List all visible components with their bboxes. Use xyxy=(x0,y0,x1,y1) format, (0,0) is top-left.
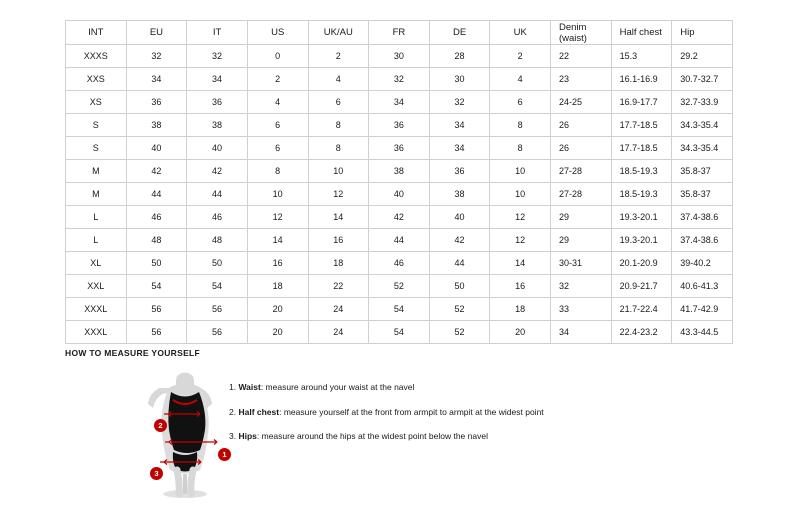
table-cell: 46 xyxy=(126,206,187,229)
table-cell: 38 xyxy=(187,114,248,137)
table-row xyxy=(66,137,733,160)
table-cell: 43.3-44.5 xyxy=(672,321,733,344)
table-cell: 18.5-19.3 xyxy=(611,160,672,183)
table-cell: 24 xyxy=(308,298,369,321)
table-cell: 22 xyxy=(308,275,369,298)
table-cell: 44 xyxy=(126,183,187,206)
table-cell: 32 xyxy=(126,45,187,68)
column-header: Denim (waist) xyxy=(551,21,612,45)
table-row xyxy=(66,321,733,344)
table-cell: 32 xyxy=(551,275,612,298)
table-cell: 42 xyxy=(126,160,187,183)
table-cell: 10 xyxy=(490,183,551,206)
table-cell: 14 xyxy=(247,229,308,252)
table-cell: 8 xyxy=(308,114,369,137)
table-cell: 17.7-18.5 xyxy=(611,114,672,137)
note-term: Half chest xyxy=(238,406,280,417)
table-cell: 6 xyxy=(490,91,551,114)
table-cell: 36 xyxy=(369,137,430,160)
table-cell: 54 xyxy=(369,298,430,321)
table-row xyxy=(66,91,733,114)
table-cell: 24-25 xyxy=(551,91,612,114)
table-cell: 46 xyxy=(187,206,248,229)
table-cell: 54 xyxy=(126,275,187,298)
table-cell: 14 xyxy=(308,206,369,229)
badge-half-chest: 2 xyxy=(154,419,167,432)
table-header-row xyxy=(66,21,733,45)
table-row xyxy=(66,229,733,252)
table-cell: 37.4-38.6 xyxy=(672,229,733,252)
table-cell: 54 xyxy=(187,275,248,298)
table-cell: 37.4-38.6 xyxy=(672,206,733,229)
table-cell: 40 xyxy=(369,183,430,206)
table-cell: 30-31 xyxy=(551,252,612,275)
table-cell: 12 xyxy=(308,183,369,206)
table-cell: 34 xyxy=(429,114,490,137)
column-header: Hip xyxy=(672,21,733,45)
table-cell: 41.7-42.9 xyxy=(672,298,733,321)
table-cell: 40 xyxy=(187,137,248,160)
note-number: 2. xyxy=(229,406,237,417)
table-cell: 56 xyxy=(187,321,248,344)
table-cell: 34.3-35.4 xyxy=(672,114,733,137)
table-cell: 22.4-23.2 xyxy=(611,321,672,344)
table-cell: 15.3 xyxy=(611,45,672,68)
table-cell: 4 xyxy=(490,68,551,91)
table-cell: 48 xyxy=(187,229,248,252)
table-cell: 35.8-37 xyxy=(672,160,733,183)
table-row xyxy=(66,206,733,229)
table-cell: 12 xyxy=(490,206,551,229)
table-cell: 36 xyxy=(126,91,187,114)
table-cell: 35.8-37 xyxy=(672,183,733,206)
column-header: EU xyxy=(126,21,187,45)
table-cell: 16 xyxy=(308,229,369,252)
table-cell: XXXS xyxy=(66,45,127,68)
table-cell: 54 xyxy=(369,321,430,344)
table-cell: 12 xyxy=(490,229,551,252)
table-cell: 39-40.2 xyxy=(672,252,733,275)
table-cell: 18 xyxy=(247,275,308,298)
table-cell: 6 xyxy=(308,91,369,114)
table-cell: 0 xyxy=(247,45,308,68)
table-body xyxy=(66,45,733,344)
table-cell: 34.3-35.4 xyxy=(672,137,733,160)
table-cell: 56 xyxy=(126,321,187,344)
table-cell: S xyxy=(66,114,127,137)
table-cell: 30 xyxy=(369,45,430,68)
measure-note xyxy=(229,382,544,393)
table-cell: 19.3-20.1 xyxy=(611,229,672,252)
how-to-measure-section xyxy=(65,348,755,500)
badge-hips: 3 xyxy=(150,467,163,480)
table-cell: 34 xyxy=(187,68,248,91)
table-row xyxy=(66,114,733,137)
table-cell: 26 xyxy=(551,114,612,137)
table-cell: 16 xyxy=(490,275,551,298)
table-row xyxy=(66,183,733,206)
table-cell: 10 xyxy=(308,160,369,183)
measure-title: HOW TO MEASURE YOURSELF xyxy=(65,348,201,358)
table-cell: 32.7-33.9 xyxy=(672,91,733,114)
table-cell: 18.5-19.3 xyxy=(611,183,672,206)
table-cell: 42 xyxy=(369,206,430,229)
table-cell: 27-28 xyxy=(551,160,612,183)
table-row xyxy=(66,45,733,68)
table-cell: 6 xyxy=(247,114,308,137)
mannequin-figure xyxy=(65,370,225,500)
table-cell: 52 xyxy=(369,275,430,298)
table-cell: 40 xyxy=(126,137,187,160)
column-header: DE xyxy=(429,21,490,45)
table-cell: 10 xyxy=(490,160,551,183)
table-cell: 20.1-20.9 xyxy=(611,252,672,275)
table-cell: 48 xyxy=(126,229,187,252)
table-cell: 32 xyxy=(429,91,490,114)
measure-note xyxy=(229,431,544,442)
table-cell: L xyxy=(66,229,127,252)
table-cell: 46 xyxy=(369,252,430,275)
note-number: 3. xyxy=(229,431,237,442)
table-cell: 17.7-18.5 xyxy=(611,137,672,160)
table-cell: 38 xyxy=(126,114,187,137)
column-header: UK xyxy=(490,21,551,45)
table-cell: 44 xyxy=(429,252,490,275)
table-row xyxy=(66,275,733,298)
table-cell: 2 xyxy=(308,45,369,68)
table-cell: 42 xyxy=(187,160,248,183)
table-cell: S xyxy=(66,137,127,160)
table-cell: 20 xyxy=(247,298,308,321)
table-cell: 16 xyxy=(247,252,308,275)
table-cell: 21.7-22.4 xyxy=(611,298,672,321)
table-cell: 23 xyxy=(551,68,612,91)
table-cell: XXS xyxy=(66,68,127,91)
table-cell: 8 xyxy=(247,160,308,183)
table-cell: M xyxy=(66,183,127,206)
table-cell: 56 xyxy=(126,298,187,321)
table-cell: 16.1-16.9 xyxy=(611,68,672,91)
table-cell: 2 xyxy=(247,68,308,91)
table-cell: 26 xyxy=(551,137,612,160)
table-cell: 22 xyxy=(551,45,612,68)
measure-notes xyxy=(229,370,544,456)
table-cell: 34 xyxy=(369,91,430,114)
table-cell: 36 xyxy=(187,91,248,114)
table-row xyxy=(66,298,733,321)
table-cell: 36 xyxy=(429,160,490,183)
table-cell: 4 xyxy=(247,91,308,114)
column-header: INT xyxy=(66,21,127,45)
table-cell: 50 xyxy=(187,252,248,275)
note-text: : measure around your waist at the navel xyxy=(260,382,415,392)
note-term: Waist xyxy=(238,382,261,392)
table-cell: 32 xyxy=(369,68,430,91)
column-header: US xyxy=(247,21,308,45)
table-cell: 12 xyxy=(247,206,308,229)
table-row xyxy=(66,68,733,91)
table-cell: 4 xyxy=(308,68,369,91)
table-cell: 30 xyxy=(429,68,490,91)
table-cell: 20 xyxy=(247,321,308,344)
table-cell: L xyxy=(66,206,127,229)
table-cell: 34 xyxy=(429,137,490,160)
column-header: FR xyxy=(369,21,430,45)
note-number: 1. xyxy=(229,382,237,392)
note-text: : measure yourself at the front from armpit to armpit at the widest point xyxy=(279,406,544,417)
table-cell: 44 xyxy=(187,183,248,206)
table-cell: 27-28 xyxy=(551,183,612,206)
table-cell: 8 xyxy=(490,114,551,137)
table-cell: XXXL xyxy=(66,321,127,344)
table-cell: 18 xyxy=(308,252,369,275)
table-cell: 52 xyxy=(429,298,490,321)
table-cell: 29 xyxy=(551,206,612,229)
table-cell: 38 xyxy=(429,183,490,206)
table-cell: 28 xyxy=(429,45,490,68)
mannequin-illustration xyxy=(65,370,225,500)
table-cell: 29.2 xyxy=(672,45,733,68)
table-cell: XS xyxy=(66,91,127,114)
table-cell: 34 xyxy=(126,68,187,91)
table-row xyxy=(66,252,733,275)
table-cell: 8 xyxy=(308,137,369,160)
note-text: : measure around the hips at the widest point below the navel xyxy=(256,431,488,442)
table-cell: 6 xyxy=(247,137,308,160)
table-cell: 24 xyxy=(308,321,369,344)
table-cell: 18 xyxy=(490,298,551,321)
table-cell: 20.9-21.7 xyxy=(611,275,672,298)
table-cell: 50 xyxy=(126,252,187,275)
table-cell: 38 xyxy=(369,160,430,183)
table-cell: 14 xyxy=(490,252,551,275)
badge-waist: 1 xyxy=(218,448,231,461)
table-cell: 30.7-32.7 xyxy=(672,68,733,91)
table-cell: 40 xyxy=(429,206,490,229)
table-cell: 56 xyxy=(187,298,248,321)
table-cell: 42 xyxy=(429,229,490,252)
note-term: Hips xyxy=(238,431,257,442)
table-cell: 52 xyxy=(429,321,490,344)
measure-note xyxy=(229,407,544,418)
table-cell: XXL xyxy=(66,275,127,298)
table-cell: 32 xyxy=(187,45,248,68)
table-cell: 44 xyxy=(369,229,430,252)
table-cell: 10 xyxy=(247,183,308,206)
table-cell: 29 xyxy=(551,229,612,252)
table-row xyxy=(66,160,733,183)
table-cell: M xyxy=(66,160,127,183)
table-cell: 33 xyxy=(551,298,612,321)
size-chart-table xyxy=(65,20,733,344)
table-cell: XL xyxy=(66,252,127,275)
table-cell: 16.9-17.7 xyxy=(611,91,672,114)
table-cell: 19.3-20.1 xyxy=(611,206,672,229)
column-header: IT xyxy=(187,21,248,45)
table-cell: 40.6-41.3 xyxy=(672,275,733,298)
table-cell: 20 xyxy=(490,321,551,344)
table-cell: 34 xyxy=(551,321,612,344)
table-cell: 50 xyxy=(429,275,490,298)
table-cell: XXXL xyxy=(66,298,127,321)
column-header: UK/AU xyxy=(308,21,369,45)
table-cell: 36 xyxy=(369,114,430,137)
table-cell: 8 xyxy=(490,137,551,160)
column-header: Half chest xyxy=(611,21,672,45)
table-cell: 2 xyxy=(490,45,551,68)
